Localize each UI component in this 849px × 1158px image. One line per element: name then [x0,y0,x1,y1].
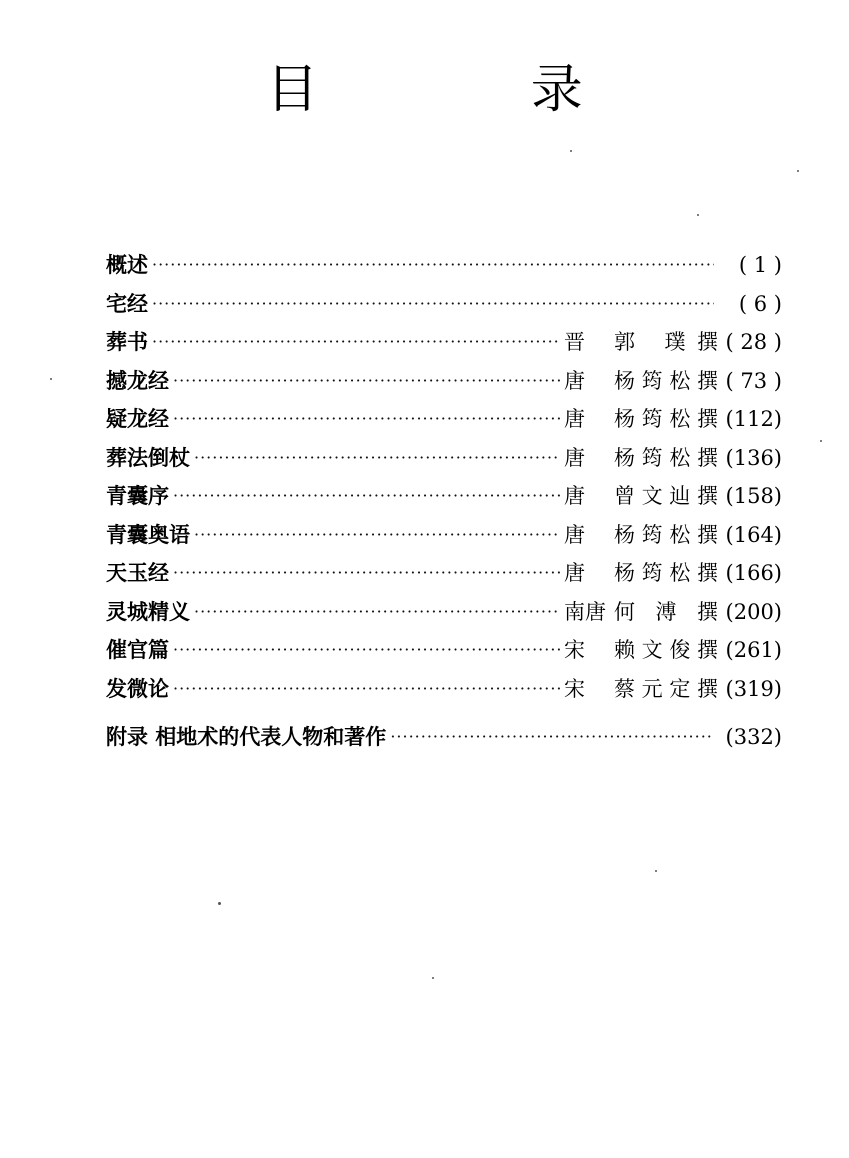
toc-entry[interactable] [106,400,782,439]
page-number: (332) [725,725,782,750]
dynasty: 唐 [564,445,585,470]
entry-title: 天玉经 [106,561,169,586]
entry-title: 附录 相地术的代表人物和著作 [106,725,387,750]
entry-title: 葬法倒杖 [106,445,190,470]
page-number: (166) [725,561,782,586]
dot-leader [152,291,714,317]
page-number: ( 73 ) [725,368,782,393]
toc-entry[interactable] [106,477,782,516]
toc-entry[interactable] [106,554,782,593]
page-title: 目 录 [266,60,681,120]
author-name: 杨筠松撰 [614,522,718,547]
author-credit [564,676,718,702]
author-name: 何溥撰 [614,599,718,624]
toc-entry[interactable] [106,285,782,324]
dot-leader [152,252,714,278]
scan-speck [697,214,699,216]
entry-title: 撼龙经 [106,368,169,393]
toc-entry[interactable] [106,323,782,362]
author-name: 杨筠松撰 [614,407,718,432]
dot-leader [194,445,560,471]
author-name: 杨筠松撰 [614,445,718,470]
dynasty: 晋 [564,330,585,355]
dot-leader [173,368,560,394]
author-credit [564,445,718,471]
scan-speck [820,440,822,442]
scan-speck [797,170,799,172]
scan-speck [218,902,221,905]
scan-speck [432,977,434,979]
author-name: 赖文俊撰 [614,638,718,663]
entry-title: 青囊奥语 [106,522,190,547]
page-number: (112) [725,407,782,432]
dot-leader [173,406,560,432]
page-number: (261) [725,638,782,663]
dot-leader [194,599,560,625]
author-name: 蔡元定撰 [614,676,718,701]
author-credit [564,368,718,394]
author-credit [564,483,718,509]
author-credit [564,560,718,586]
table-of-contents [106,246,782,757]
dot-leader [173,560,560,586]
page-number: ( 1 ) [738,253,782,278]
page-number: ( 6 ) [738,291,782,316]
dynasty: 唐 [564,368,585,393]
scan-speck [570,150,572,152]
dot-leader [173,483,560,509]
toc-entry[interactable] [106,246,782,285]
dynasty: 唐 [564,484,585,509]
page-number: ( 28 ) [725,330,782,355]
toc-entry[interactable] [106,362,782,401]
dot-leader [173,676,560,702]
page-number: (319) [725,676,782,701]
toc-entry[interactable] [106,593,782,632]
entry-title: 催官篇 [106,638,169,663]
entry-title: 葬书 [106,330,148,355]
entry-title: 青囊序 [106,484,169,509]
toc-entry[interactable] [106,631,782,670]
author-name: 郭 璞撰 [614,330,718,355]
dot-leader [173,637,560,663]
toc-entry[interactable] [106,516,782,555]
dot-leader [152,329,560,355]
page-number: (136) [725,445,782,470]
scan-speck [655,870,657,872]
dynasty: 唐 [564,561,585,586]
dot-leader [390,724,714,750]
author-credit [564,522,718,548]
toc-entry-appendix[interactable] [106,718,782,757]
page-number: (164) [725,522,782,547]
toc-entry[interactable] [106,439,782,478]
dynasty: 唐 [564,522,585,547]
dot-leader [194,522,560,548]
entry-title: 灵城精义 [106,599,190,624]
author-credit [564,637,718,663]
entry-title: 概述 [106,253,148,278]
dynasty: 宋 [564,638,585,663]
author-credit [564,329,718,355]
author-name: 曾文辿撰 [614,484,718,509]
entry-title: 宅经 [106,291,148,316]
dynasty: 南唐 [564,599,606,624]
page-number: (200) [725,599,782,624]
page-number: (158) [725,484,782,509]
dynasty: 唐 [564,407,585,432]
scan-speck [50,378,52,380]
author-credit [564,599,718,625]
dynasty: 宋 [564,676,585,701]
entry-title: 发微论 [106,676,169,701]
author-credit [564,406,718,432]
entry-title: 疑龙经 [106,407,169,432]
toc-entry[interactable] [106,670,782,709]
author-name: 杨筠松撰 [614,368,718,393]
author-name: 杨筠松撰 [614,561,718,586]
